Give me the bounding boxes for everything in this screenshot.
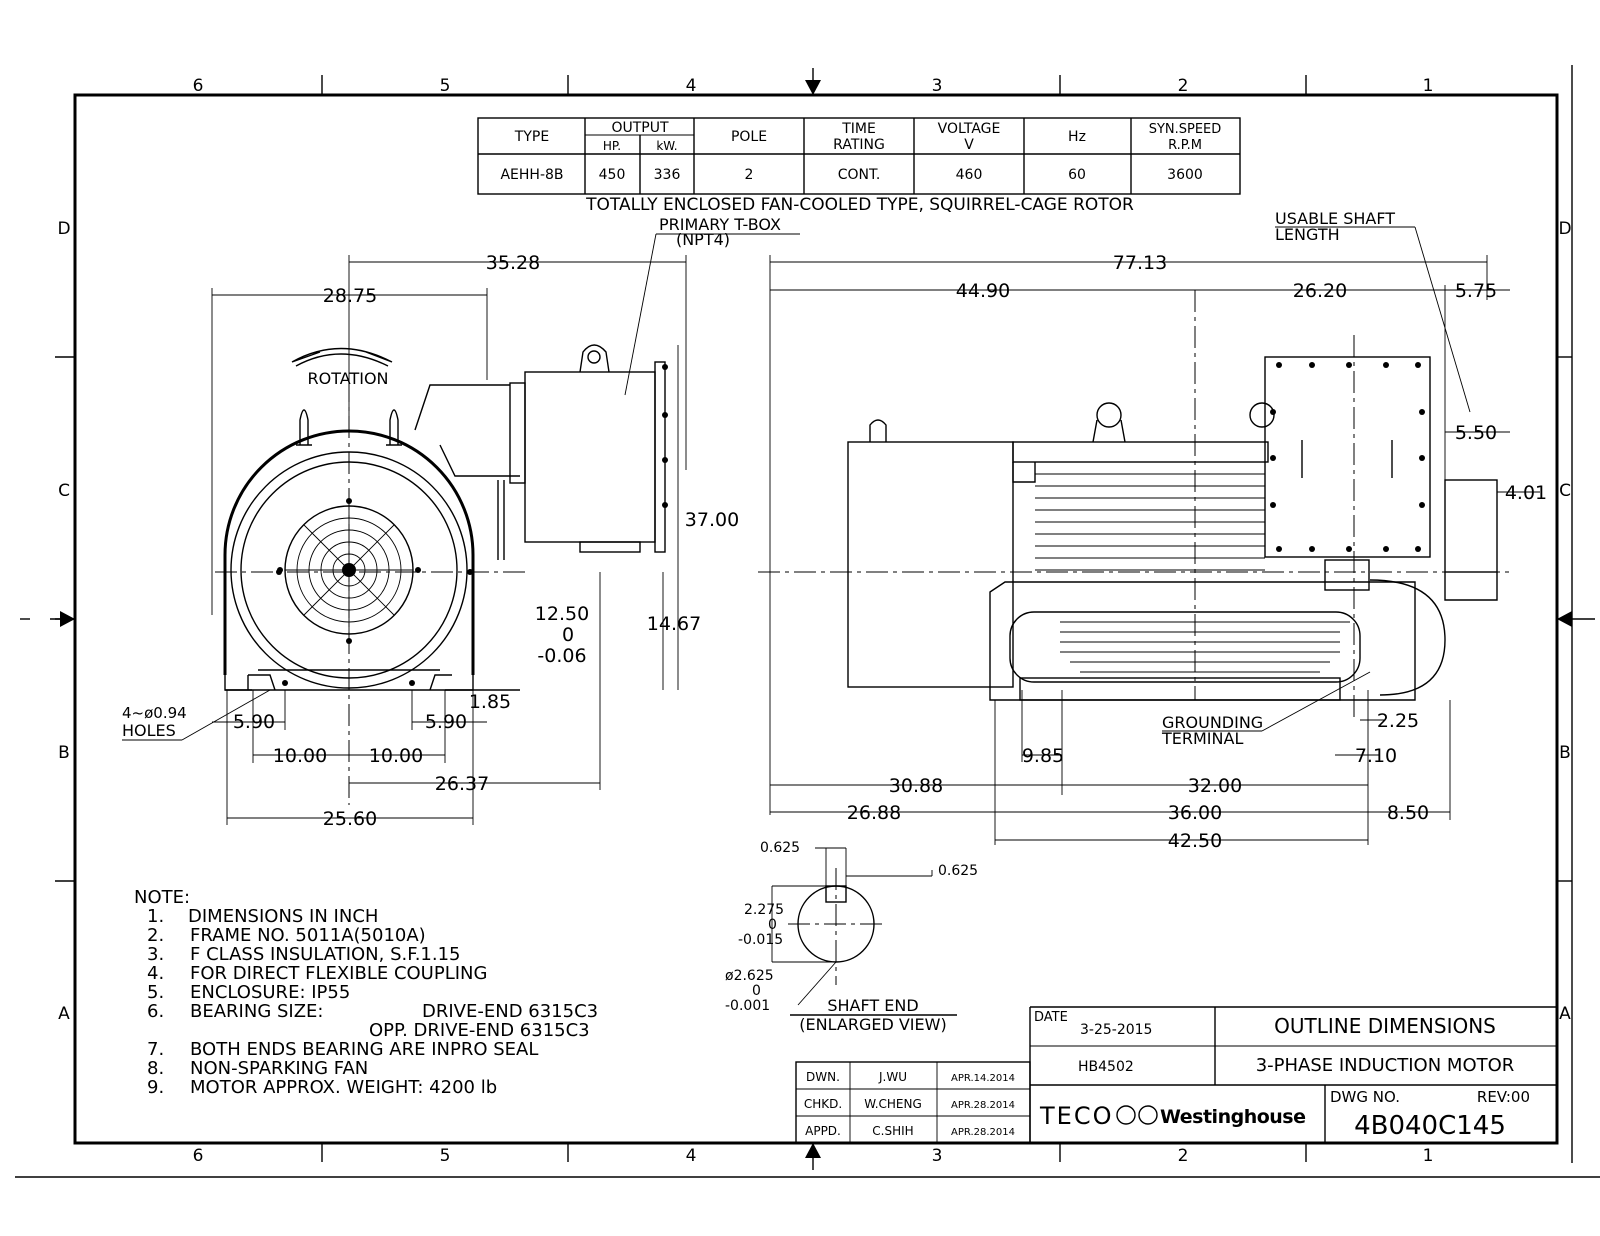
dim-tol-0: 0 (561, 624, 575, 646)
chkd-label: CHKD. (803, 1097, 843, 1111)
shaft-dim-tol-neg: -0.015 (738, 932, 784, 948)
dim-9-85: 9.85 (1021, 745, 1065, 767)
dim-28-75: 28.75 (322, 285, 378, 307)
dim-77-13: 77.13 (1112, 252, 1168, 274)
spec-table (478, 118, 1240, 215)
table-header-voltage: VOLTAGE (937, 121, 1001, 137)
note-text: NON-SPARKING FAN (190, 1058, 369, 1079)
col-label: 1 (1422, 1146, 1434, 1166)
table-header-output: OUTPUT (611, 120, 669, 136)
col-label: 4 (685, 76, 697, 96)
row-label: A (1559, 1004, 1571, 1024)
drawing-number: 4B040C145 (1354, 1111, 1506, 1141)
col-label: 4 (685, 1146, 697, 1166)
dim-tol-neg: -0.06 (537, 645, 587, 667)
dwn-date: APR.14.2014 (951, 1073, 1015, 1084)
dim-4-01: 4.01 (1504, 482, 1548, 504)
dim-42-50: 42.50 (1167, 830, 1223, 852)
teco-swirl-icon (1117, 1106, 1135, 1124)
westinghouse-logo-text: Westinghouse (1160, 1106, 1306, 1128)
notes (134, 887, 598, 1098)
note-text: FOR DIRECT FLEXIBLE COUPLING (190, 963, 488, 984)
appd-name: C.SHIH (872, 1124, 914, 1138)
shaft-dim-tol-0: 0 (768, 917, 777, 933)
note-text: FRAME NO. 5011A(5010A) (190, 925, 426, 946)
table-header-kw: kW. (656, 139, 678, 153)
note-bearing-ode: OPP. DRIVE-END 6315C3 (369, 1020, 590, 1041)
note-text: MOTOR APPROX. WEIGHT: 4200 lb (190, 1077, 498, 1098)
shaft-dim-0-625-a: 0.625 (760, 840, 801, 856)
col-label: 5 (439, 76, 451, 96)
table-header-type: TYPE (514, 129, 550, 145)
table-cell-kw: 336 (653, 167, 681, 183)
date-value: 3-25-2015 (1080, 1022, 1153, 1038)
usable-shaft-label: USABLE SHAFT (1275, 209, 1396, 228)
note-bearing-de: DRIVE-END 6315C3 (422, 1001, 599, 1022)
dwn-label: DWN. (806, 1070, 840, 1084)
note-num: 3. (147, 944, 165, 965)
col-label: 3 (931, 1146, 943, 1166)
dim-26-20: 26.20 (1292, 280, 1348, 302)
revision: REV:00 (1476, 1088, 1530, 1106)
usable-shaft-length-label: LENGTH (1275, 225, 1340, 244)
row-label: D (57, 219, 71, 239)
dim-10-00-right: 10.00 (368, 745, 424, 767)
side-view (758, 290, 1510, 720)
westinghouse-w-icon (1139, 1106, 1157, 1124)
table-cell-synspeed: 3600 (1167, 167, 1203, 183)
chkd-name: W.CHENG (864, 1097, 922, 1111)
table-cell-type: AEHH-8B (500, 167, 564, 183)
table-header-time: TIME (842, 121, 876, 137)
dim-14-67: 14.67 (646, 613, 702, 635)
shaft-end-subtitle: (ENLARGED VIEW) (799, 1015, 947, 1034)
company-logo (1039, 1102, 1306, 1130)
note-num: 1. (147, 906, 165, 927)
shaft-dim-tol-0-b: 0 (752, 983, 761, 999)
dwn-name: J.WU (878, 1070, 908, 1084)
shaft-end-view (725, 840, 978, 1034)
note-num: 2. (147, 925, 165, 946)
col-label: 3 (931, 76, 943, 96)
ref-number: HB4502 (1078, 1059, 1134, 1075)
dim-8-50: 8.50 (1386, 802, 1430, 824)
dim-12-50: 12.50 (534, 603, 590, 625)
table-cell-voltage: 460 (955, 167, 983, 183)
table-header-rating: RATING (833, 137, 885, 153)
table-header-rpm: R.P.M (1168, 138, 1202, 153)
col-label: 5 (439, 1146, 451, 1166)
shaft-dim-0-625-b: 0.625 (938, 863, 979, 879)
note-text: DIMENSIONS IN INCH (188, 906, 379, 927)
notes-title: NOTE: (134, 887, 191, 908)
col-label: 2 (1177, 1146, 1189, 1166)
dim-2-25: 2.25 (1376, 710, 1420, 732)
rotation-label: ROTATION (307, 369, 389, 388)
col-label: 6 (192, 1146, 204, 1166)
table-header-hz: Hz (1068, 129, 1086, 145)
table-header-pole: POLE (730, 129, 768, 145)
dim-37-00: 37.00 (684, 509, 740, 531)
holes-spec: 4~ø0.94 (122, 704, 187, 722)
drawing-subtitle: 3-PHASE INDUCTION MOTOR (1255, 1055, 1515, 1076)
dim-44-90: 44.90 (955, 280, 1011, 302)
note-text: BOTH ENDS BEARING ARE INPRO SEAL (190, 1039, 539, 1060)
table-cell-hz: 60 (1068, 167, 1086, 183)
dim-5-90-right: 5.90 (424, 711, 468, 733)
dim-1-85: 1.85 (468, 691, 512, 713)
front-view-dimensions (122, 252, 739, 830)
dim-10-00-left: 10.00 (272, 745, 328, 767)
row-label: D (1558, 219, 1572, 239)
dim-5-90-left: 5.90 (232, 711, 276, 733)
dim-7-10: 7.10 (1354, 745, 1398, 767)
dwg-no-label: DWG NO. (1330, 1088, 1400, 1106)
col-label: 2 (1177, 76, 1189, 96)
terminal-label: TERMINAL (1162, 729, 1244, 748)
note-num: 7. (147, 1039, 165, 1060)
primary-tbox-label: PRIMARY T-BOX (659, 215, 781, 234)
table-caption: TOTALLY ENCLOSED FAN-COOLED TYPE, SQUIRREL-CAGE ROTOR (586, 195, 1134, 215)
appd-date: APR.28.2014 (951, 1127, 1015, 1138)
npt-label: (NPT4) (675, 230, 731, 249)
dim-5-50: 5.50 (1454, 422, 1498, 444)
shaft-dim-dia: ø2.625 (725, 968, 774, 984)
dim-35-28: 35.28 (485, 252, 541, 274)
dim-30-88: 30.88 (888, 775, 944, 797)
table-header-synspeed: SYN.SPEED (1148, 122, 1222, 137)
shaft-dim-tol-neg-b: -0.001 (725, 998, 771, 1014)
dim-32-00: 32.00 (1187, 775, 1243, 797)
dim-26-88: 26.88 (846, 802, 902, 824)
table-header-volt-unit: V (964, 137, 974, 153)
table-cell-time-rating: CONT. (837, 167, 881, 183)
holes-label: HOLES (122, 721, 176, 740)
teco-logo-text: TECO (1040, 1102, 1114, 1130)
dim-5-75: 5.75 (1454, 280, 1498, 302)
row-label: B (1559, 743, 1571, 763)
shaft-end-title: SHAFT END (827, 996, 919, 1015)
dim-25-60: 25.60 (322, 808, 378, 830)
date-label: DATE (1034, 1010, 1068, 1025)
col-label: 1 (1422, 76, 1434, 96)
note-num: 8. (147, 1058, 165, 1079)
row-label: A (58, 1004, 70, 1024)
note-num: 5. (147, 982, 165, 1003)
chkd-date: APR.28.2014 (951, 1100, 1015, 1111)
row-label: C (1559, 481, 1571, 501)
table-cell-pole: 2 (744, 167, 754, 183)
col-label: 6 (192, 76, 204, 96)
note-text: BEARING SIZE: (190, 1001, 324, 1022)
drawing-title: OUTLINE DIMENSIONS (1274, 1014, 1496, 1038)
note-text: ENCLOSURE: IP55 (190, 982, 351, 1003)
appd-label: APPD. (805, 1124, 841, 1138)
row-label: C (58, 481, 70, 501)
dim-36-00: 36.00 (1167, 802, 1223, 824)
row-label: B (58, 743, 70, 763)
table-header-hp: HP. (602, 139, 622, 153)
note-num: 6. (147, 1001, 165, 1022)
shaft-dim-2-275: 2.275 (744, 902, 785, 918)
note-num: 4. (147, 963, 165, 984)
table-cell-hp: 450 (598, 167, 626, 183)
note-text: F CLASS INSULATION, S.F.1.15 (190, 944, 461, 965)
grounding-label: GROUNDING (1162, 713, 1264, 732)
note-num: 9. (147, 1077, 165, 1098)
dim-26-37: 26.37 (434, 773, 490, 795)
